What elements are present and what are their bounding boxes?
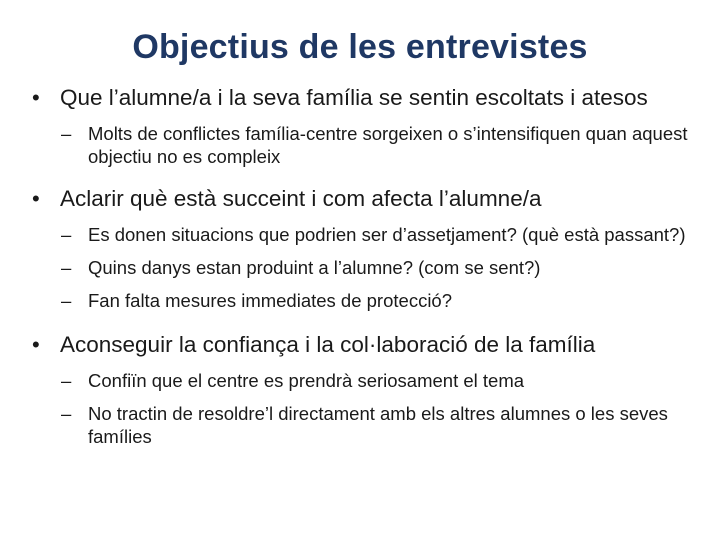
- bullet-marker: •: [32, 85, 40, 110]
- sub-item: [30, 369, 690, 392]
- sub-text: Quins danys estan produint a l’alumne? (com se sent?): [88, 257, 541, 278]
- bullet-text: Aclarir què està succeint i com afecta l’alumne/a: [60, 186, 542, 211]
- sub-text: Fan falta mesures immediates de protecció?: [88, 290, 453, 311]
- sub-marker: –: [61, 290, 72, 311]
- sub-text: Es donen situacions que podrien ser d’assetjament? (què està passant?): [88, 224, 686, 245]
- sub-item: [30, 256, 690, 279]
- bullet-item-3: [30, 331, 690, 359]
- sub-text: Confiïn que el centre es prendrà seriosament el tema: [88, 370, 525, 391]
- sub-marker: –: [61, 123, 72, 144]
- bullet-item-2: [30, 185, 690, 213]
- sub-item: [30, 122, 690, 168]
- sub-marker: –: [61, 370, 72, 391]
- sub-text: No tractin de resoldre’l directament amb els altres alumnes o les seves famílies: [88, 403, 668, 447]
- sub-list-3: [30, 369, 690, 448]
- bullet-text: Que l’alumne/a i la seva família se sentin escoltats i atesos: [60, 85, 648, 110]
- bullet-marker: •: [32, 186, 40, 211]
- sub-text: Molts de conflictes família-centre sorgeixen o s’intensifiquen quan aquest objectiu no es compleix: [88, 123, 688, 167]
- sub-marker: –: [61, 403, 72, 424]
- sub-item: [30, 402, 690, 448]
- sub-list-2: [30, 223, 690, 312]
- bullet-marker: •: [32, 332, 40, 357]
- sub-marker: –: [61, 257, 72, 278]
- sub-item: [30, 223, 690, 246]
- bullet-item-1: [30, 84, 690, 112]
- sub-item: [30, 289, 690, 312]
- sub-list-1: [30, 122, 690, 168]
- bullet-text: Aconseguir la confiança i la col·laboració de la família: [60, 332, 596, 357]
- sub-marker: –: [61, 224, 72, 245]
- bullet-list: [30, 84, 690, 458]
- slide-title: Objectius de les entrevistes: [132, 28, 588, 66]
